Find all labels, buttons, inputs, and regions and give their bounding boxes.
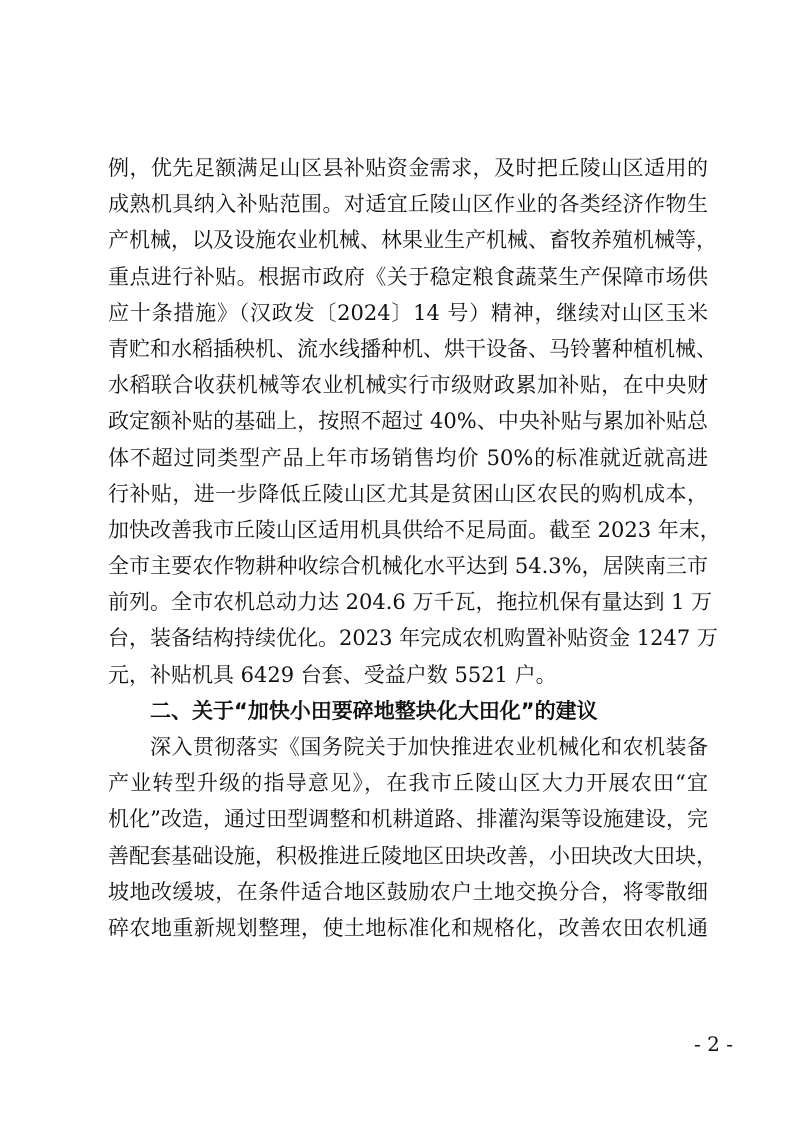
paragraph1-line: 加快改善我市丘陵山区适用机具供给不足局面。截至 2023 年末， <box>108 517 721 542</box>
section-heading: 二、关于“加快小田要碎地整块化大田化”的建议 <box>150 698 598 723</box>
paragraph1-line: 行补贴，进一步降低丘陵山区尤其是贫困山区农民的购机成本， <box>108 481 708 506</box>
paragraph1-line: 台，装备结构持续优化。2023 年完成农机购置补贴资金 1247 万 <box>108 626 718 651</box>
paragraph1-line: 水稻联合收获机械等农业机械实行市级财政累加补贴，在中央财 <box>108 373 708 398</box>
paragraph1-line: 产机械，以及设施农业机械、林果业生产机械、畜牧养殖机械等， <box>108 228 717 253</box>
paragraph2-line: 坡地改缓坡，在条件适合地区鼓励农户土地交换分合，将零散细 <box>108 879 708 904</box>
page-number: - 2 - <box>694 1032 733 1056</box>
paragraph1-line: 体不超过同类型产品上年市场销售均价 50%的标准就近就高进 <box>108 445 708 470</box>
paragraph1-line: 前列。全市农机总动力达 204.6 万千瓦，拖拉机保有量达到 1 万 <box>108 590 713 615</box>
body-text <box>108 150 721 946</box>
paragraph2-line: 产业转型升级的指导意见》，在我市丘陵山区大力开展农田“宜 <box>108 771 708 796</box>
paragraph1-line: 全市主要农作物耕种收综合机械化水平达到 54.3%，居陕南三市 <box>108 554 708 579</box>
paragraph1-line: 元，补贴机具 6429 台套、受益户数 5521 户。 <box>108 662 557 687</box>
paragraph1-line: 例，优先足额满足山区县补贴资金需求，及时把丘陵山区适用的 <box>108 156 708 180</box>
paragraph1-line: 青贮和水稻插秧机、流水线播种机、烘干设备、马铃薯种植机械、 <box>108 336 717 361</box>
paragraph2-line: 机化”改造，通过田型调整和机耕道路、排灌沟渠等设施建设，完 <box>108 807 708 832</box>
paragraph2-line: 善配套基础设施，积极推进丘陵地区田块改善，小田块改大田块， <box>108 843 717 868</box>
paragraph2-line: 碎农地重新规划整理，使土地标准化和规格化，改善农田农机通 <box>108 915 708 940</box>
paragraph1-line: 应十条措施》（汉政发〔2024〕14 号）精神，继续对山区玉米 <box>108 300 708 325</box>
paragraph2-line: 深入贯彻落实《国务院关于加快推进农业机械化和农机装备 <box>150 735 708 759</box>
paragraph1-line: 政定额补贴的基础上，按照不超过 40%、中央补贴与累加补贴总 <box>108 409 708 434</box>
paragraph1-line: 成熟机具纳入补贴范围。对适宜丘陵山区作业的各类经济作物生 <box>108 192 708 217</box>
paragraph1-line: 重点进行补贴。根据市政府《关于稳定粮食蔬菜生产保障市场供 <box>108 264 708 289</box>
